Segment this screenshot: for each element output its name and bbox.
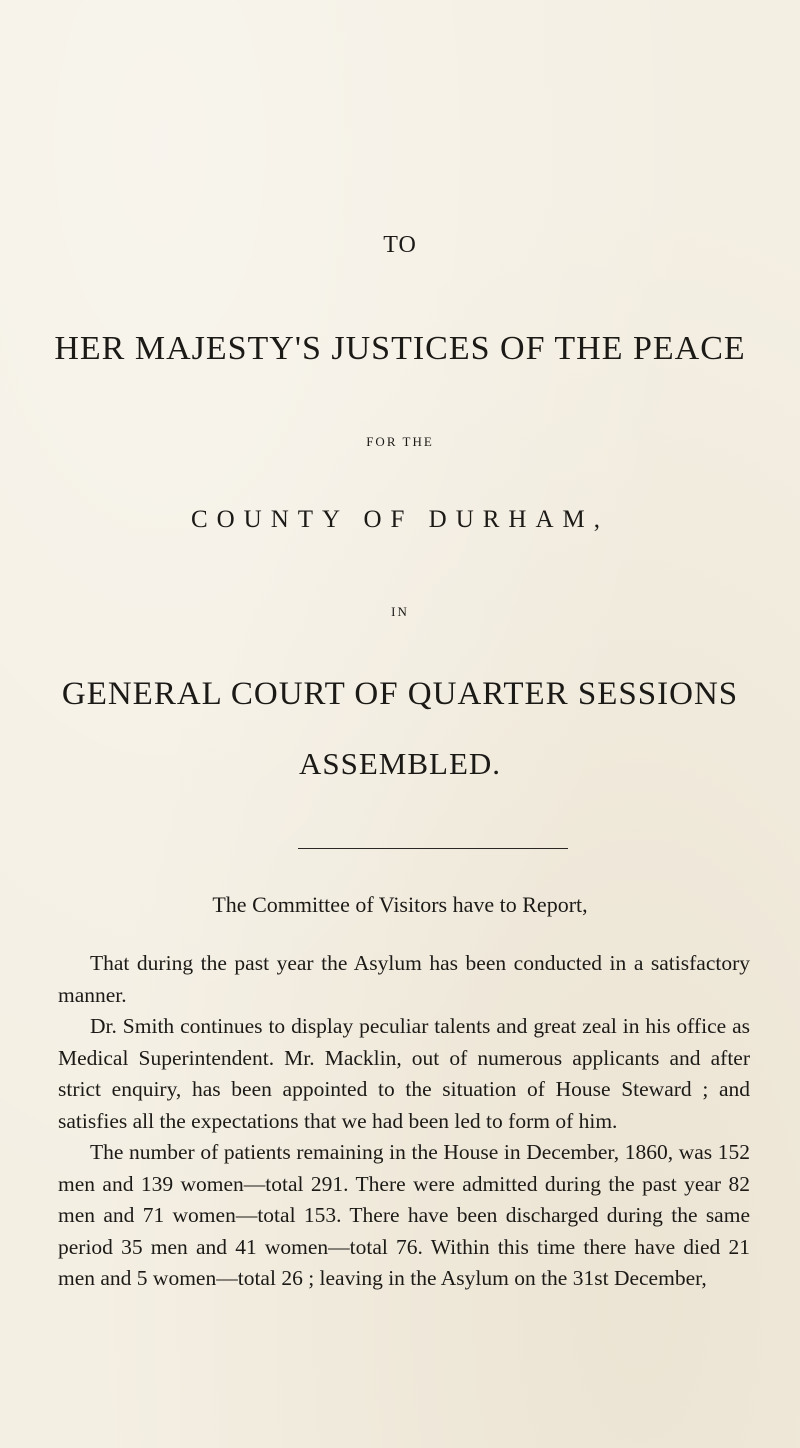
- heading-county: COUNTY OF DURHAM,: [190, 506, 610, 533]
- heading-in: IN: [391, 604, 409, 619]
- report-intro: The Committee of Visitors have to Report,: [212, 892, 588, 917]
- heading-assembled: ASSEMBLED.: [298, 746, 502, 781]
- paragraph: Dr. Smith continues to display peculiar talents and great zeal in his office as Medical Superintendent. Mr. Macklin, out of numerous applicants and after strict enquiry, has been appointed to the situation of House Steward ; and satisfies all the expectations that we had been led to form of him.: [58, 1014, 750, 1133]
- divider-rule: [298, 848, 568, 849]
- heading-for-the: FOR THE: [366, 434, 434, 449]
- heading-court: GENERAL COURT OF QUARTER SESSIONS: [61, 676, 739, 712]
- heading-addressee: HER MAJESTY'S JUSTICES OF THE PEACE: [54, 330, 746, 367]
- report-body: [58, 948, 750, 1295]
- paragraph: That during the past year the Asylum has been conducted in a satisfactory manner.: [58, 951, 750, 1007]
- paragraph: The number of patients remaining in the House in December, 1860, was 152 men and 139 women—total 291. There were admitted during the past year 82 men and 71 women—total 153. There have been discharged during the same period 35 men and 41 women—total 76. Within this time there have died 21 men and 5 women—total 26 ; leaving in the Asylum on the 31st December,: [58, 1140, 750, 1290]
- heading-to: TO: [383, 232, 417, 258]
